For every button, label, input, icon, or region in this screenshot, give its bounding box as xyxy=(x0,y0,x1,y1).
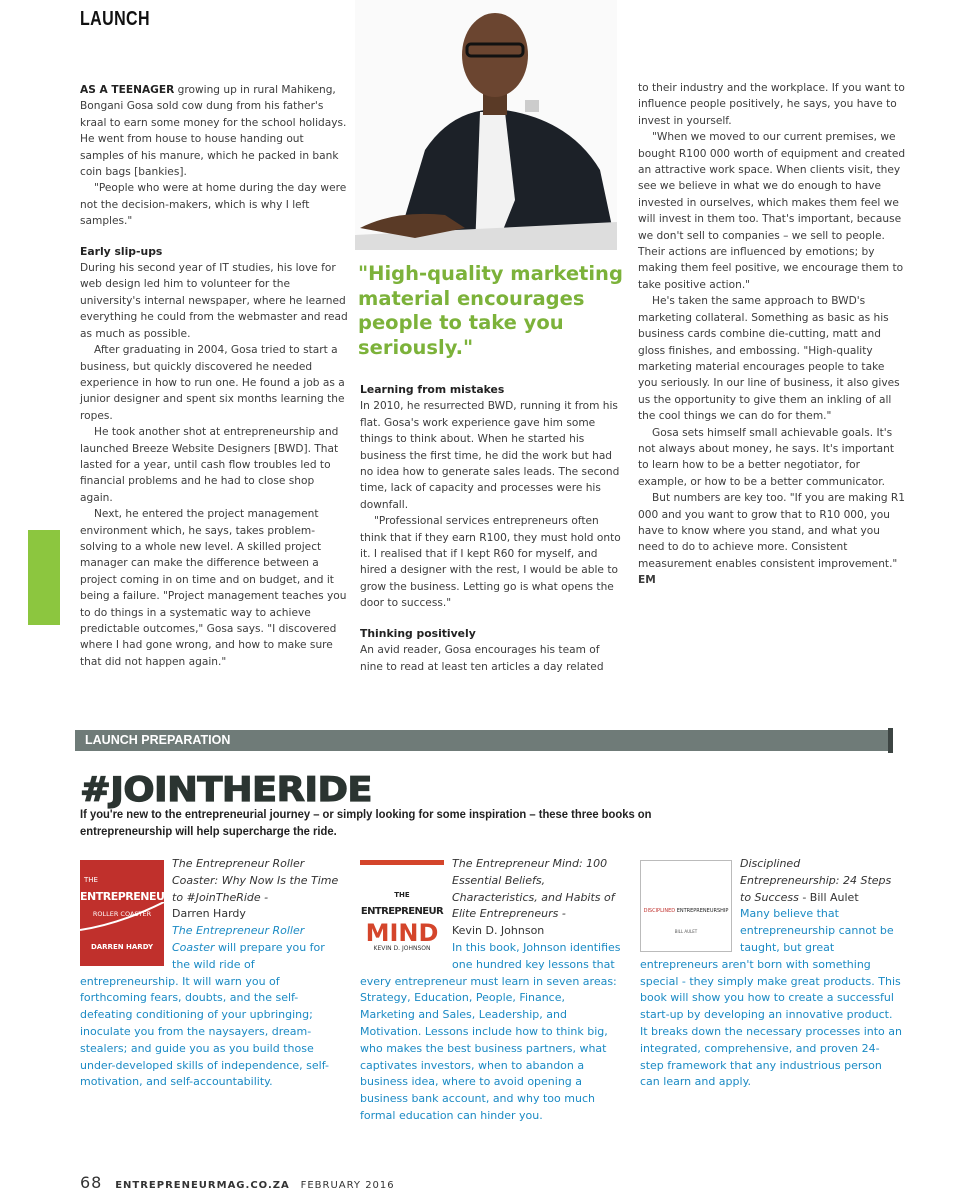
cover-author: DARREN HARDY xyxy=(90,943,154,952)
cover-author: BILL AULET xyxy=(674,928,698,934)
paragraph: After graduating in 2004, Gosa tried to start a business, but quickly discovered he needed experience in how to run one. He found a job as a junior designer and spent six months learning the ropes. xyxy=(80,344,345,422)
paragraph: He took another shot at entrepreneurship and launched Breeze Website Designers [BWD]. That lasted for a year, until cash flow troubles led to financial problems and he had to close shop again. xyxy=(80,426,339,504)
subheading: Early slip-ups xyxy=(80,244,163,258)
section-bar-end xyxy=(888,728,893,753)
book-entry-3 xyxy=(640,856,902,1091)
cover-text: ENTREPRENEUR xyxy=(360,905,444,917)
book-cover-entrepreneur-mind xyxy=(360,860,444,960)
cover-text xyxy=(641,903,731,920)
paragraph: Gosa sets himself small achievable goals. It's not always about money, he says. It's important to learn how to be a better negotiator, for example, or how to be a better communicator. xyxy=(638,426,894,488)
book-blurb: will prepare you for the wild ride of entrepreneurship. It will warn you of forthcoming fears, doubts, and the self-defeating conditioning of your upbringing; inoculate you from the naysayers, dream-stealers; and guide you as you build those under-developed skills of independence, self-motivation, and self-accountability. xyxy=(80,940,329,1089)
page-footer xyxy=(80,1173,395,1192)
article-column-3 xyxy=(638,80,906,589)
site-url: ENTREPRENEURMAG.CO.ZA xyxy=(115,1180,290,1191)
book-author: Darren Hardy xyxy=(172,907,246,921)
signoff: EM xyxy=(638,574,656,587)
paragraph: "When we moved to our current premises, we bought R100 000 worth of equipment and created an attractive work space. When clients visit, they see we believe in what we do enough to have invested in ourselves, which makes them feel we will invest in them too. That's important, because we don't sell to companies – we sell to people. Their actions are influenced by emotions; by making them feel positive, we encourage them to take positive action." xyxy=(638,131,906,291)
section-bar: LAUNCH PREPARATION xyxy=(75,730,891,751)
green-edge-tab xyxy=(28,530,60,625)
paragraph: An avid reader, Gosa encourages his team of nine to read at least ten articles a day related xyxy=(360,644,604,673)
paragraph: to their industry and the workplace. If you want to influence people positively, he says, you have to invest in yourself. xyxy=(638,82,905,127)
article-column-1 xyxy=(80,82,350,670)
lead-in: AS A TEENAGER xyxy=(80,84,175,96)
paragraph: "People who were at home during the day were not the decision-makers, which is why I left samples." xyxy=(80,182,347,228)
book-author: - Bill Aulet xyxy=(802,890,859,904)
dek: If you're new to the entrepreneurial journey – or simply looking for some inspiration – these three books on entrepreneurship will help supercharge the ride. xyxy=(80,807,652,838)
pull-quote: "High-quality marketing material encourages people to take you seriously." xyxy=(358,262,623,359)
paragraph xyxy=(638,490,906,588)
subheading: Thinking positively xyxy=(360,626,476,640)
cover-text: THE xyxy=(84,876,98,884)
cover-text: MIND xyxy=(365,918,439,947)
paragraph: Next, he entered the project management environment which, he says, takes problem-solving to a whole new level. A skilled project manager can make the difference between a project coming in on time and on budget, and it being a failure. "Project management teaches you to do things in a systematic way to achieve predictable outcomes," Gosa says. "I discovered where I had gone wrong, and how to make sure that did not happen again." xyxy=(80,508,347,668)
cover-text-black: ENTREPRENEURSHIP xyxy=(676,908,729,914)
portrait-photo xyxy=(355,0,617,250)
book-title: Disciplined Entrepreneurship: 24 Steps to Success xyxy=(740,857,892,904)
headline: #JOINTHERIDE xyxy=(80,770,372,810)
cover-text-red: DISCIPLINED xyxy=(643,908,676,914)
book-blurb: In this book, Johnson identifies one hundred key lessons that every entrepreneur must learn in seven areas: Strategy, Education, People, Finance, Marketing and Sales, Leadership, and Motivation. Lessons include how to think big, who makes the best business partners, what captivates investors, when to abandon a business idea, where to avoid opening a business bank account, and why too much formal education can hinder you. xyxy=(360,940,621,1122)
book-title: The Entrepreneur Roller Coaster: Why Now Is the Time to #JoinTheRide - xyxy=(172,857,339,904)
paragraph: During his second year of IT studies, his love for web design led him to volunteer for the university's internal newspaper, where he learned everything he could from the webmaster and read as much as possible. xyxy=(80,262,348,340)
book-blurb: Many believe that entrepreneurship cannot be taught, but great entrepreneurs aren't born with something special - they simply make great products. This book will show you how to create a successful start-up by developing an innovative product. It breaks down the necessary processes into an integrated, comprehensive, and proven 24-step framework that any industrious person can learn and apply. xyxy=(640,907,902,1089)
book-title: The Entrepreneur Mind: 100 Essential Beliefs, Characteristics, and Habits of Elite Entrepreneurs - xyxy=(452,857,615,921)
cover-swoosh xyxy=(80,902,164,932)
paragraph-text: growing up in rural Mahikeng, Bongani Gosa sold cow dung from his father's kraal to earn some money for the school holidays. He went from house to house handing out samples of his manure, which he packed in bank coin bags [bankies]. xyxy=(80,84,347,179)
cover-author: KEVIN D. JOHNSON xyxy=(373,945,431,953)
section-label: LAUNCH xyxy=(80,8,150,30)
page-number: 68 xyxy=(80,1173,103,1192)
paragraph xyxy=(80,82,350,180)
book-entry-1 xyxy=(80,856,340,1091)
cover-text: THE xyxy=(394,891,410,899)
issue-date: FEBRUARY 2016 xyxy=(300,1180,395,1191)
paragraph: "Professional services entrepreneurs often think that if they earn R100, they must hold onto it. I realised that if I kept R60 for myself, and hired a designer with the rest, I would be able to grow the business. Letting go is what opens the door to success." xyxy=(360,515,621,610)
book-cover-disciplined xyxy=(640,860,732,952)
paragraph: He's taken the same approach to BWD's marketing collateral. Something as basic as his business cards combine die-cutting, matt and gloss finishes, and embossing. "High-quality marketing material encourages people to take you seriously. In our line of business, it also gives us the opportunity to give them an inkling of all the cool things we can do for them." xyxy=(638,295,900,423)
subheading: Learning from mistakes xyxy=(360,383,505,396)
article-column-2 xyxy=(360,382,625,675)
portrait-image xyxy=(355,0,617,250)
cover-text: ENTREPRENEUR xyxy=(80,889,173,903)
book-entry-2 xyxy=(360,856,622,1125)
paragraph-text: But numbers are key too. "If you are making R1 000 and you want to grow that to R10 000, you have to know where you stand, and what you need to do to achieve more. Consistent measurement enables consistent improvement." xyxy=(638,492,906,570)
book-title-italic: The Entrepreneur Roller Coaster xyxy=(172,924,305,954)
cover-text: ROLLER COASTER xyxy=(92,909,152,918)
book-cover-roller-coaster xyxy=(80,860,173,966)
paragraph: In 2010, he resurrected BWD, running it from his flat. Gosa's work experience gave him some things to think about. When he started his business the first time, he did the work but had no idea how to generate sales leads. The second time, lack of capacity and processes were his downfall. xyxy=(360,400,620,511)
book-author: Kevin D. Johnson xyxy=(452,924,545,938)
